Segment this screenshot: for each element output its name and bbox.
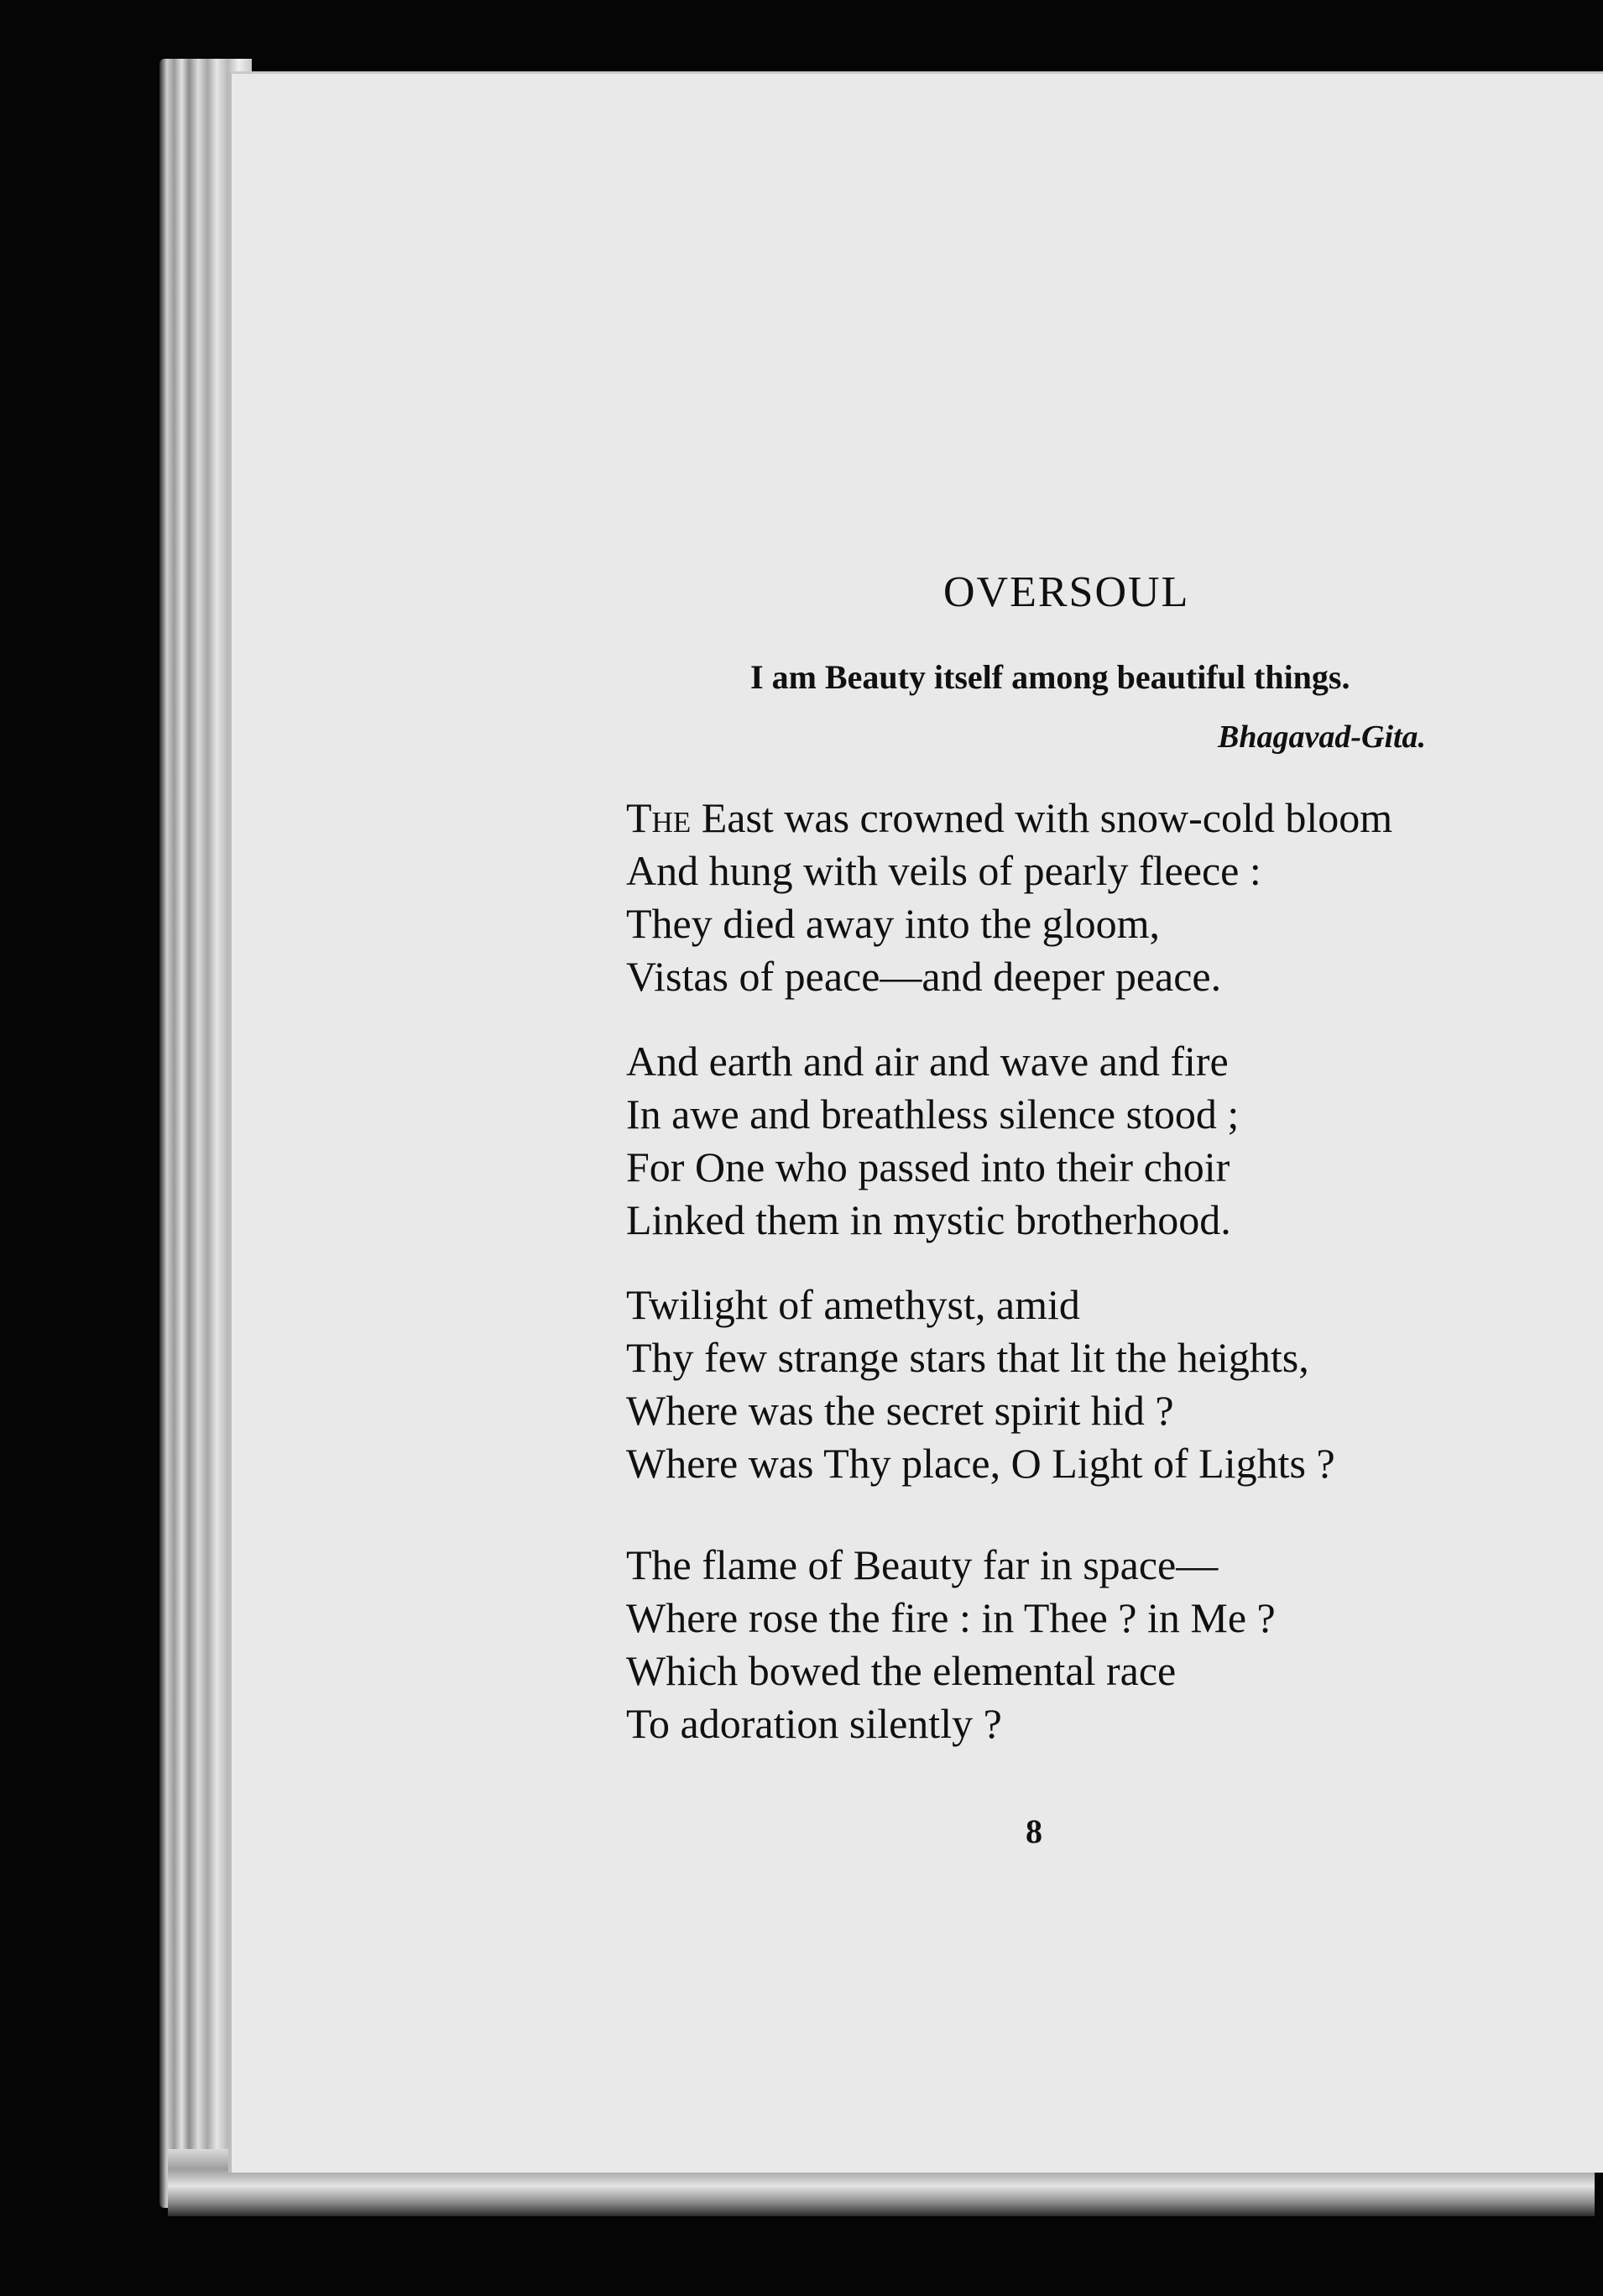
poem-title: OVERSOUL <box>943 568 1190 616</box>
poem-line: They died away into the gloom, <box>626 900 1160 947</box>
poem-line: And earth and air and wave and fire <box>626 1038 1229 1085</box>
poem-line: Where rose the fire : in Thee ? in Me ? <box>626 1594 1276 1641</box>
page-number: 8 <box>1026 1812 1042 1850</box>
poem-line: Which bowed the elemental race <box>626 1647 1177 1694</box>
poem-line: Vistas of peace—and deeper peace. <box>626 953 1222 1000</box>
book-page <box>228 71 1603 2173</box>
poem-line: Where was the secret spirit hid ? <box>626 1387 1174 1434</box>
poem-line: To adoration silently ? <box>626 1700 1002 1747</box>
stanza-2 <box>626 1035 1239 1247</box>
epigraph: I am Beauty itself among beautiful things. <box>750 658 1350 696</box>
drop-word: The <box>626 794 692 841</box>
poem-line: Where was Thy place, O Light of Lights ? <box>626 1440 1335 1487</box>
epigraph-attribution: Bhagavad-Gita. <box>1218 719 1427 755</box>
poem-block <box>232 74 1603 2173</box>
poem-line: Thy few strange stars that lit the heights, <box>626 1334 1309 1381</box>
stanza-3 <box>626 1279 1335 1490</box>
stanza-1 <box>626 792 1392 1003</box>
line-rest: East was crowned with snow-cold bloom <box>691 794 1393 841</box>
poem-line: Twilight of amethyst, amid <box>626 1281 1080 1328</box>
poem-line <box>626 792 1392 845</box>
poem-line: And hung with veils of pearly fleece : <box>626 847 1261 894</box>
poem-line: Linked them in mystic brotherhood. <box>626 1196 1231 1243</box>
stanza-4 <box>626 1539 1276 1750</box>
poem-line: For One who passed into their choir <box>626 1143 1230 1190</box>
poem-line: In awe and breathless silence stood ; <box>626 1090 1240 1138</box>
poem-line: The flame of Beauty far in space— <box>626 1541 1219 1588</box>
